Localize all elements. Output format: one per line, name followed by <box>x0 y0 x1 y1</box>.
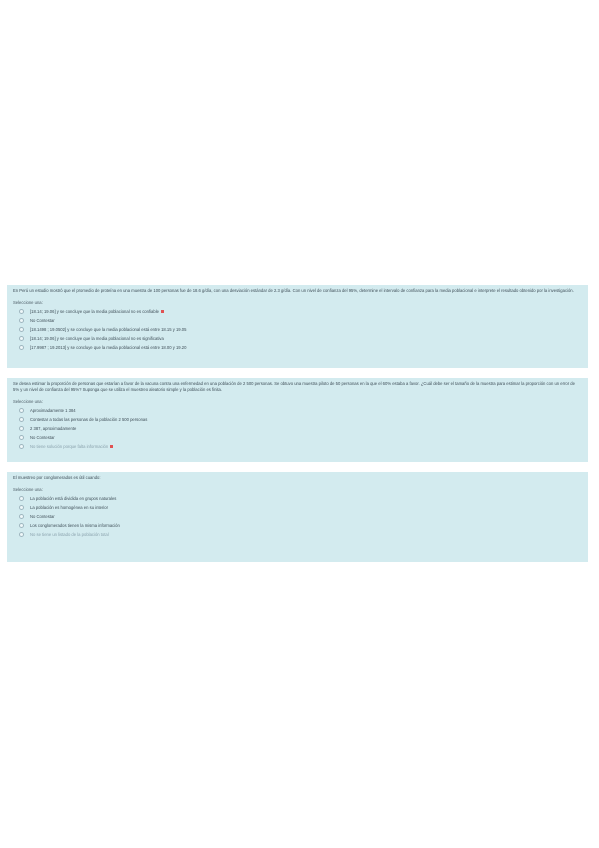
question-1-panel <box>7 285 588 368</box>
answer-option[interactable] <box>13 503 582 512</box>
answer-option[interactable] <box>13 424 582 433</box>
radio-button[interactable] <box>19 444 24 449</box>
radio-button[interactable] <box>19 532 24 537</box>
radio-button[interactable] <box>19 318 24 323</box>
question-2-panel <box>7 378 588 462</box>
radio-button[interactable] <box>19 505 24 510</box>
incorrect-mark-icon <box>161 310 164 313</box>
option-label: 2 387, aproximadamente <box>30 426 77 431</box>
radio-button[interactable] <box>19 309 24 314</box>
radio-button[interactable] <box>19 417 24 422</box>
option-label: La población está dividida en grupos naturales <box>30 496 117 501</box>
radio-button[interactable] <box>19 514 24 519</box>
radio-button[interactable] <box>19 523 24 528</box>
answer-option[interactable] <box>13 325 582 334</box>
select-label: Seleccione una: <box>13 487 43 492</box>
option-label: [18.14; 19.06] y se concluye que la media poblacional no es significativa <box>30 336 164 341</box>
option-label: No Contestar <box>30 435 55 440</box>
option-label: Contestar a todas las personas de la población 2 500 personas <box>30 417 148 422</box>
option-label: Los conglomerados tienen la misma información <box>30 523 120 528</box>
incorrect-mark-icon <box>110 445 113 448</box>
answer-option[interactable] <box>13 316 582 325</box>
question-text: Se desea estimar la proporción de personas que estarían a favor de la vacuna contra una enfermedad en una población de 2 500 personas. Se obtuvo una muestra piloto de 50 personas en la que el 60% estaba a favor. ¿Cuál debe ser el tamaño de la muestra para estimar la proporción con un error de 5% y un nivel de confianza del 95%? Suponga que se utiliza el muestreo aleatorio simple y la población es finita. <box>13 381 575 392</box>
option-label: [18.1498 ; 19.0502] y se concluye que la media poblacional está entre 18.15 y 19.05 <box>30 327 187 332</box>
answer-option[interactable] <box>13 307 582 316</box>
radio-button[interactable] <box>19 408 24 413</box>
select-label: Seleccione una: <box>13 300 43 305</box>
radio-button[interactable] <box>19 426 24 431</box>
radio-button[interactable] <box>19 345 24 350</box>
option-label: No tiene solución porque falta información <box>30 444 109 449</box>
option-label: [18.14; 19.06] y se concluye que la media poblacional no es confiable <box>30 309 159 314</box>
option-label: No Contestar <box>30 514 55 519</box>
radio-button[interactable] <box>19 327 24 332</box>
answer-option[interactable] <box>13 406 582 415</box>
answer-option[interactable] <box>13 494 582 503</box>
answer-option[interactable] <box>13 343 582 352</box>
option-label: No Contestar <box>30 318 55 323</box>
question-3-panel <box>7 472 588 562</box>
answer-option[interactable] <box>13 521 582 530</box>
radio-button[interactable] <box>19 336 24 341</box>
answer-option[interactable] <box>13 334 582 343</box>
question-text: El muestreo por conglomerados es útil cuando: <box>13 475 101 480</box>
option-label: La población es homogénea en su interior <box>30 505 108 510</box>
answer-option[interactable] <box>13 415 582 424</box>
answer-option[interactable] <box>13 442 582 451</box>
option-label: [17.9987 ; 19.2013] y se concluye que la media poblacional está entre 18.00 y 19.20 <box>30 345 187 350</box>
question-text: En Perú un estudio mostró que el promedio de proteína en una muestra de 100 personas fue de 18.6 g/día, con una desviación estándar de 2.3 g/día. Con un nivel de confianza del 95%, determine el intervalo de confianza para la media poblacional e interprete el resultado obtenido por la investigación. <box>13 288 574 293</box>
option-label: Aproximadamente 1 384 <box>30 408 76 413</box>
answer-option[interactable] <box>13 512 582 521</box>
option-label: No se tiene un listado de la población total <box>30 532 109 537</box>
answer-option[interactable] <box>13 433 582 442</box>
radio-button[interactable] <box>19 435 24 440</box>
radio-button[interactable] <box>19 496 24 501</box>
answer-option[interactable] <box>13 530 582 539</box>
select-label: Seleccione una: <box>13 399 43 404</box>
